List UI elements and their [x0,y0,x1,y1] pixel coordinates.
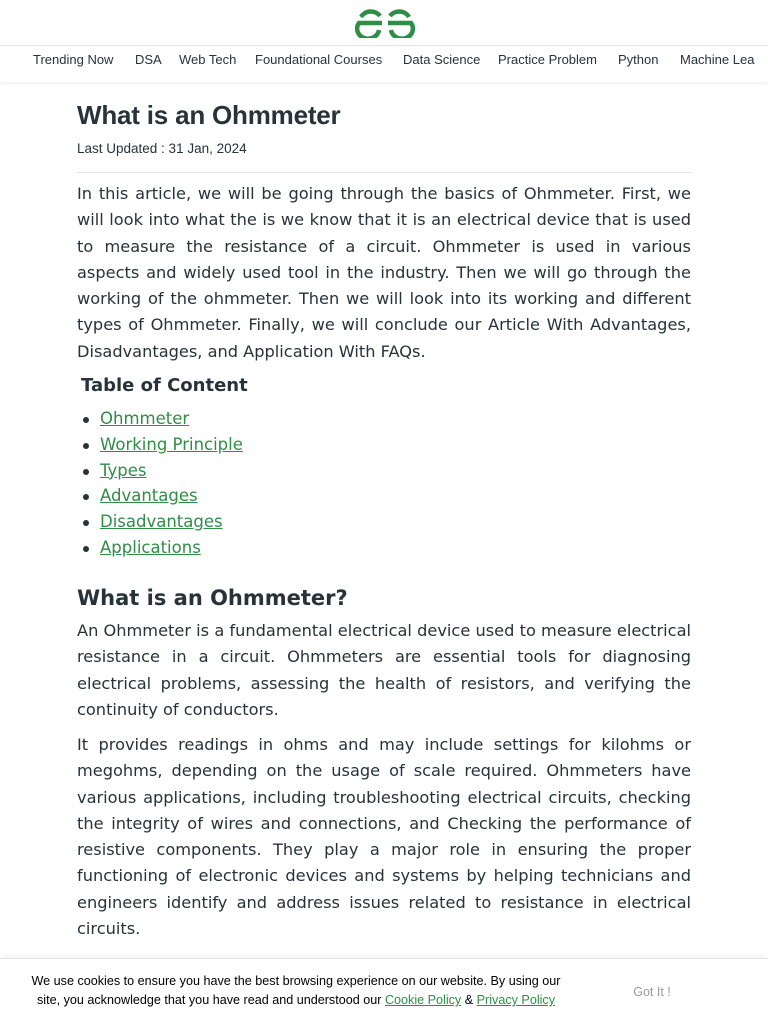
section-paragraph-2: It provides readings in ohms and may include settings for kilohms or megohms, depending on the usage of scale required. Ohmmeters have various applications, including troubleshooting electrical circuits, checking the integrity of wires and connections, and Checking the performance of resistive components. They play a major role in ensuring the proper functioning of electronic devices and systems by helping technicians and engineers identify and address issues related to resistance in electrical circuits. [77,735,691,939]
divider [77,172,691,173]
list-item [100,535,243,561]
nav-item-foundational-courses[interactable]: Foundational Courses [255,52,383,67]
nav-item-dsa[interactable]: DSA [135,52,162,67]
geeksforgeeks-logo-icon[interactable] [355,8,415,38]
nav-item-data-science[interactable]: Data Science [403,52,481,67]
top-navigation [0,46,768,82]
list-item [100,458,243,484]
list-item [100,509,243,535]
cookie-policy-link[interactable]: Cookie Policy [384,993,462,1007]
list-item [100,406,243,432]
section-heading: What is an Ohmmeter? [77,586,348,610]
cookie-message [26,972,566,1010]
toc-link-applications[interactable]: Applications [100,537,201,557]
toc-link-types[interactable]: Types [100,460,147,480]
list-item [100,483,243,509]
privacy-policy-link[interactable]: Privacy Policy [476,993,556,1007]
toc-link-advantages[interactable]: Advantages [100,486,198,506]
got-it-button[interactable]: Got It ! [633,985,671,999]
page-title: What is an Ohmmeter [77,100,341,130]
toc-link-ohmmeter[interactable]: Ohmmeter [100,409,190,428]
toc-link-working-principle[interactable]: Working Principle [100,434,243,454]
toc-link-disadvantages[interactable]: Disadvantages [100,512,223,532]
last-updated: Last Updated : 31 Jan, 2024 [77,141,247,156]
top-header [0,0,768,46]
cookie-banner [0,958,768,1024]
nav-item-trending-now[interactable]: Trending Now [33,52,114,67]
nav-item-practice-problem[interactable]: Practice Problem [498,52,597,67]
table-of-contents [100,406,243,561]
nav-item-python[interactable]: Python [618,52,659,67]
nav-item-machine-learning[interactable]: Machine Lea [680,52,755,67]
section-paragraph-1: An Ohmmeter is a fundamental electrical device used to measure electrical resistance in a circuit. Ohmmeters are essential tools for diagnosing electrical problems, assessing the health of resistors, and verifying the continuity of conductors. [77,621,691,719]
cookie-text: We use cookies to ensure you have the best browsing experience on our website. By using our site, you acknowledge that you have read and understood our [31,974,561,1007]
list-item [100,432,243,458]
nav-item-web-tech[interactable]: Web Tech [179,52,237,67]
toc-heading: Table of Content [81,375,248,396]
intro-paragraph: In this article, we will be going through the basics of Ohmmeter. First, we will look into what the is we know that it is an electrical device that is used to measure the resistance of a circuit. Ohmmeter is used in various aspects and widely used tool in the industry. Then we will go through the working of the ohmmeter. Then we will look into its working and different types of Ohmmeter. Finally, we will conclude our Article With Advantages, Disadvantages, and Application With FAQs. [77,184,691,361]
cookie-amp: & [461,993,477,1007]
